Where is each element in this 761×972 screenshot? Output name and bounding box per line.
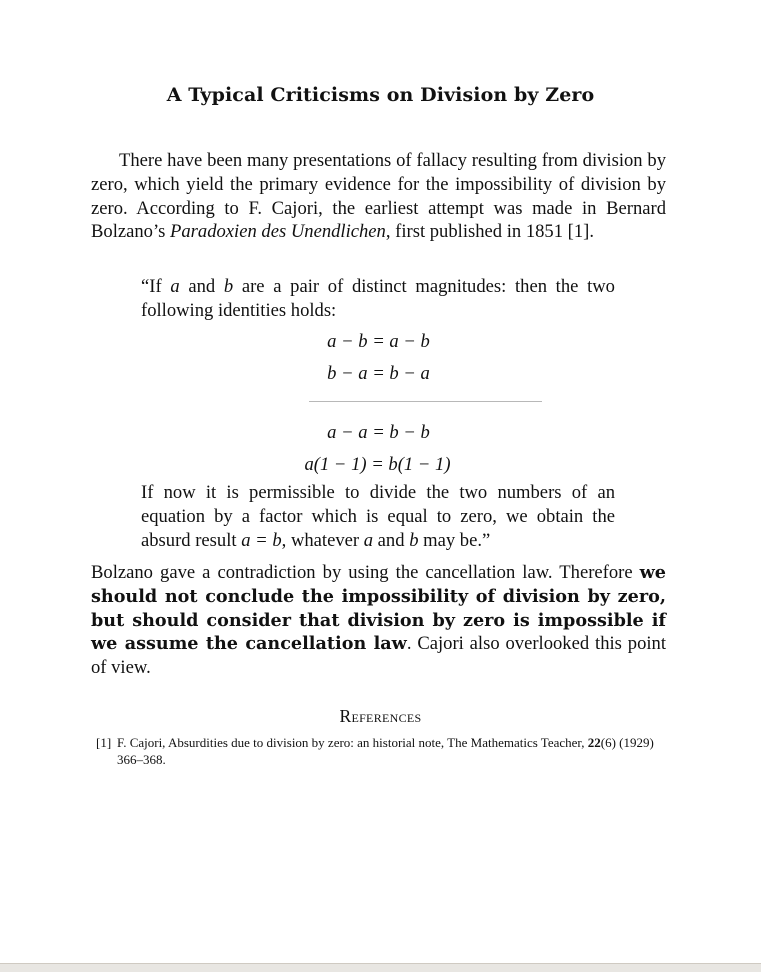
equation-text: b − a = b − a (327, 363, 430, 384)
quote-text: , whatever (281, 529, 364, 551)
quote-block-end (141, 481, 615, 552)
reference-text: F. Cajori, Absurdities due to division by zero: an historial note, The Mathematics Teacher, (117, 735, 588, 750)
reference-tail: (6) (1929) 366–368. (117, 735, 654, 767)
reference-item (96, 735, 668, 768)
reference-body (117, 735, 668, 768)
intro-text: There have been many presentations of fallacy resulting from division by zero, which yield the primary evidence for the impossibility of division by zero. According to F. Cajori, the earliest attempt was made in Bernard Bolzano’s (91, 150, 666, 243)
conclusion-emphasis: we should not conclude the impossibility of division by zero, but should consider that division by zero is impossible if we assume the cancellation law (91, 562, 666, 655)
quote-text: and (373, 529, 410, 551)
conclusion-text: Bolzano gave a contradiction by using the cancellation law. Therefore (91, 562, 640, 583)
equation-text: a − b = a − b (327, 331, 430, 352)
quote-text: “If (141, 276, 171, 297)
quote-text: If now it is permissible to divide the two numbers of an equation by a factor which is equal to zero, we obtain the absurd result (141, 482, 615, 551)
section-title: A Typical Criticisms on Division by Zero (166, 84, 595, 106)
math-variable: a (170, 276, 180, 297)
quote-text: and (179, 276, 224, 297)
book-title: Paradoxien des Unendlichen (170, 221, 386, 243)
references-heading: References (339, 706, 422, 726)
equation-4 (0, 454, 758, 476)
reference-volume: 22 (587, 735, 601, 750)
reference-number: [1] (96, 735, 112, 750)
conclusion-paragraph (91, 561, 666, 680)
quote-text: are a pair of distinct magnitudes: then the two following identities holds: (141, 276, 615, 321)
equation-rule (309, 401, 542, 402)
equation-text: a − a = b − b (327, 422, 430, 443)
equation-text: a(1 − 1) = b(1 − 1) (304, 454, 451, 475)
math-variable: b (409, 529, 419, 551)
math-result: a = b (241, 529, 282, 551)
equation-3 (0, 422, 759, 444)
intro-paragraph (91, 149, 666, 244)
quote-text: may be.” (418, 529, 491, 551)
conclusion-text-end: . Cajori also overlooked this point of view. (91, 633, 666, 679)
math-variable: a (363, 529, 374, 551)
equation-1 (0, 331, 759, 353)
quote-block-start (141, 275, 615, 323)
intro-text-end: , first published in 1851 [1]. (385, 221, 594, 243)
math-variable: b (223, 276, 234, 297)
equation-2 (0, 363, 759, 385)
